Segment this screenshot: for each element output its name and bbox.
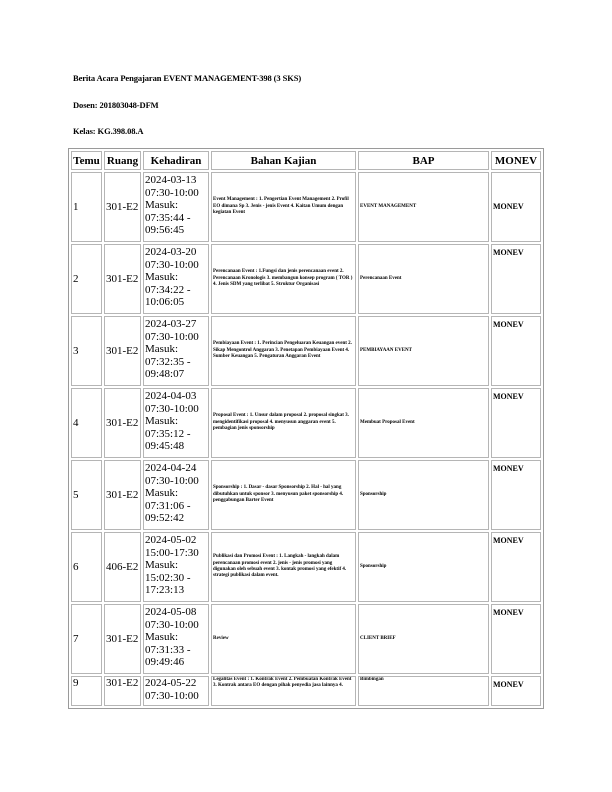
table-row <box>71 316 541 386</box>
attendance-date: 2024-05-22 <box>145 677 197 689</box>
column-header-bahan-kajian: Bahan Kajian <box>211 151 356 170</box>
monev-link[interactable]: MONEV <box>491 172 541 242</box>
cell-temu: 9 <box>71 676 102 706</box>
attendance-schedule: 07:30-10:00 <box>145 258 199 271</box>
cell-temu: 5 <box>71 460 102 530</box>
attendance-date: 2024-05-08 <box>145 606 197 618</box>
monev-link[interactable]: MONEV <box>491 676 541 706</box>
cell-bahan-kajian: Sponsorship : 1. Dasar - dasar Sponsorship 2. Hal - hal yang dibutuhkan untuk sponsor 3. menyusun paket sponsorship 4. penggabungan Barter Event <box>211 460 356 530</box>
attendance-date: 2024-04-24 <box>145 462 197 474</box>
table-row <box>71 460 541 530</box>
table-row <box>71 604 541 674</box>
cell-bahan-kajian: Review <box>211 604 356 674</box>
table-row <box>71 532 541 602</box>
table-row <box>71 676 541 706</box>
table-header-row <box>71 151 541 170</box>
class-line: Kelas: KG.398.08.A <box>73 126 144 136</box>
attendance-date: 2024-03-13 <box>145 174 197 186</box>
column-header-bap: BAP <box>358 151 489 170</box>
monev-link[interactable]: MONEV <box>491 316 541 386</box>
lecturer-line: Dosen: 201803048-DFM <box>73 100 159 110</box>
cell-temu: 6 <box>71 532 102 602</box>
monev-link[interactable]: MONEV <box>491 244 541 314</box>
cell-bap: Membuat Proposal Event <box>358 388 489 458</box>
cell-bap: CLIENT BRIEF <box>358 604 489 674</box>
monev-link[interactable]: MONEV <box>491 388 541 458</box>
cell-bap: PEMBIAYAAN EVENT <box>358 316 489 386</box>
cell-bap: EVENT MANAGEMENT <box>358 172 489 242</box>
attendance-schedule: 07:30-10:00 <box>145 689 199 702</box>
attendance-checkin: Masuk: 07:35:12 - 09:45:48 <box>145 415 191 452</box>
cell-temu: 7 <box>71 604 102 674</box>
cell-kehadiran <box>143 460 209 530</box>
monev-link[interactable]: MONEV <box>491 460 541 530</box>
column-header-ruang: Ruang <box>104 151 141 170</box>
attendance-date: 2024-04-03 <box>145 390 197 402</box>
cell-kehadiran <box>143 172 209 242</box>
cell-kehadiran <box>143 532 209 602</box>
attendance-date: 2024-03-27 <box>145 318 197 330</box>
table-row <box>71 172 541 242</box>
attendance-schedule: 07:30-10:00 <box>145 402 199 415</box>
cell-bap: Perencanaan Event <box>358 244 489 314</box>
cell-bahan-kajian: Legalitas Event : 1. Kontrak Event 2. Pembuatan Kontrak Event 3. Kontrak antara EO dengan pihak penyedia jasa lainnya 4. <box>211 676 356 706</box>
column-header-temu: Temu <box>71 151 102 170</box>
cell-ruang: 406-E2 <box>104 532 141 602</box>
attendance-schedule: 07:30-10:00 <box>145 618 199 631</box>
attendance-date: 2024-03-20 <box>145 246 197 258</box>
cell-temu: 3 <box>71 316 102 386</box>
document-title: Berita Acara Pengajaran EVENT MANAGEMENT-398 (3 SKS) <box>73 73 302 83</box>
monev-link[interactable]: MONEV <box>491 604 541 674</box>
cell-bap: Bimbingan <box>358 676 489 706</box>
cell-bap: Sponsorship <box>358 460 489 530</box>
attendance-checkin: Masuk: 07:31:06 - 09:52:42 <box>145 487 191 524</box>
cell-kehadiran <box>143 388 209 458</box>
cell-temu: 2 <box>71 244 102 314</box>
cell-bahan-kajian: Event Management : 1. Pengertian Event Management 2. Profil EO dimana Sp 3. Jenis - jenis Event 4. Kaitan Umum dengan kegiatan Event <box>211 172 356 242</box>
cell-bahan-kajian: Pembiayaan Event : 1. Perincian Pengeluaran Keuangan event 2. Sikap Mengontrol Anggaran 3. Penetapan Pembiayaan Event 4. Sumber Keuangan 5. Pengaturan Anggaran Event <box>211 316 356 386</box>
table-row <box>71 244 541 314</box>
attendance-schedule: 07:30-10:00 <box>145 186 199 199</box>
cell-ruang: 301-E2 <box>104 460 141 530</box>
column-header-kehadiran: Kehadiran <box>143 151 209 170</box>
cell-ruang: 301-E2 <box>104 676 141 706</box>
attendance-checkin: Masuk: 07:32:35 - 09:48:07 <box>145 343 191 380</box>
table-body <box>71 172 541 706</box>
cell-kehadiran <box>143 604 209 674</box>
cell-ruang: 301-E2 <box>104 172 141 242</box>
table-row <box>71 388 541 458</box>
cell-kehadiran <box>143 676 209 706</box>
cell-bahan-kajian: Proposal Event : 1. Unsur dalam proposal 2. proposal singkat 3. mengidentifikasi proposal 4. menyusun anggaran event 5. pembagian jenis sponsorship <box>211 388 356 458</box>
cell-ruang: 301-E2 <box>104 604 141 674</box>
attendance-schedule: 15:00-17:30 <box>145 546 199 559</box>
cell-bap: Sponsorship <box>358 532 489 602</box>
monev-link[interactable]: MONEV <box>491 532 541 602</box>
attendance-checkin: Masuk: 07:31:33 - 09:49:46 <box>145 631 191 668</box>
attendance-schedule: 07:30-10:00 <box>145 474 199 487</box>
cell-temu: 1 <box>71 172 102 242</box>
cell-temu: 4 <box>71 388 102 458</box>
attendance-date: 2024-05-02 <box>145 534 197 546</box>
attendance-schedule: 07:30-10:00 <box>145 330 199 343</box>
attendance-table <box>68 148 544 709</box>
cell-ruang: 301-E2 <box>104 244 141 314</box>
attendance-checkin: Masuk: 07:35:44 - 09:56:45 <box>145 199 191 236</box>
cell-ruang: 301-E2 <box>104 316 141 386</box>
cell-bahan-kajian: Publikasi dan Promosi Event : 1. Langkah - langkah dalam perencanaan promosi event 2. jenis - jenis promosi yang digunakan oleh sebuah event 3. kontak promosi yang efektif 4. strategi publikasi dalam event. <box>211 532 356 602</box>
attendance-checkin: Masuk: 15:02:30 - 17:23:13 <box>145 559 191 596</box>
attendance-checkin: Masuk: 07:34:22 - 10:06:05 <box>145 271 191 308</box>
cell-kehadiran <box>143 244 209 314</box>
cell-bahan-kajian: Perencanaan Event : 1.Fungsi dan jenis perencanaan event 2. Perencanaan Kronologis 3. membangun konsep program ( TOR ) 4. Jenis SDM yang terlibat 5. Struktur Organisasi <box>211 244 356 314</box>
cell-kehadiran <box>143 316 209 386</box>
column-header-monev: MONEV <box>491 151 541 170</box>
cell-ruang: 301-E2 <box>104 388 141 458</box>
